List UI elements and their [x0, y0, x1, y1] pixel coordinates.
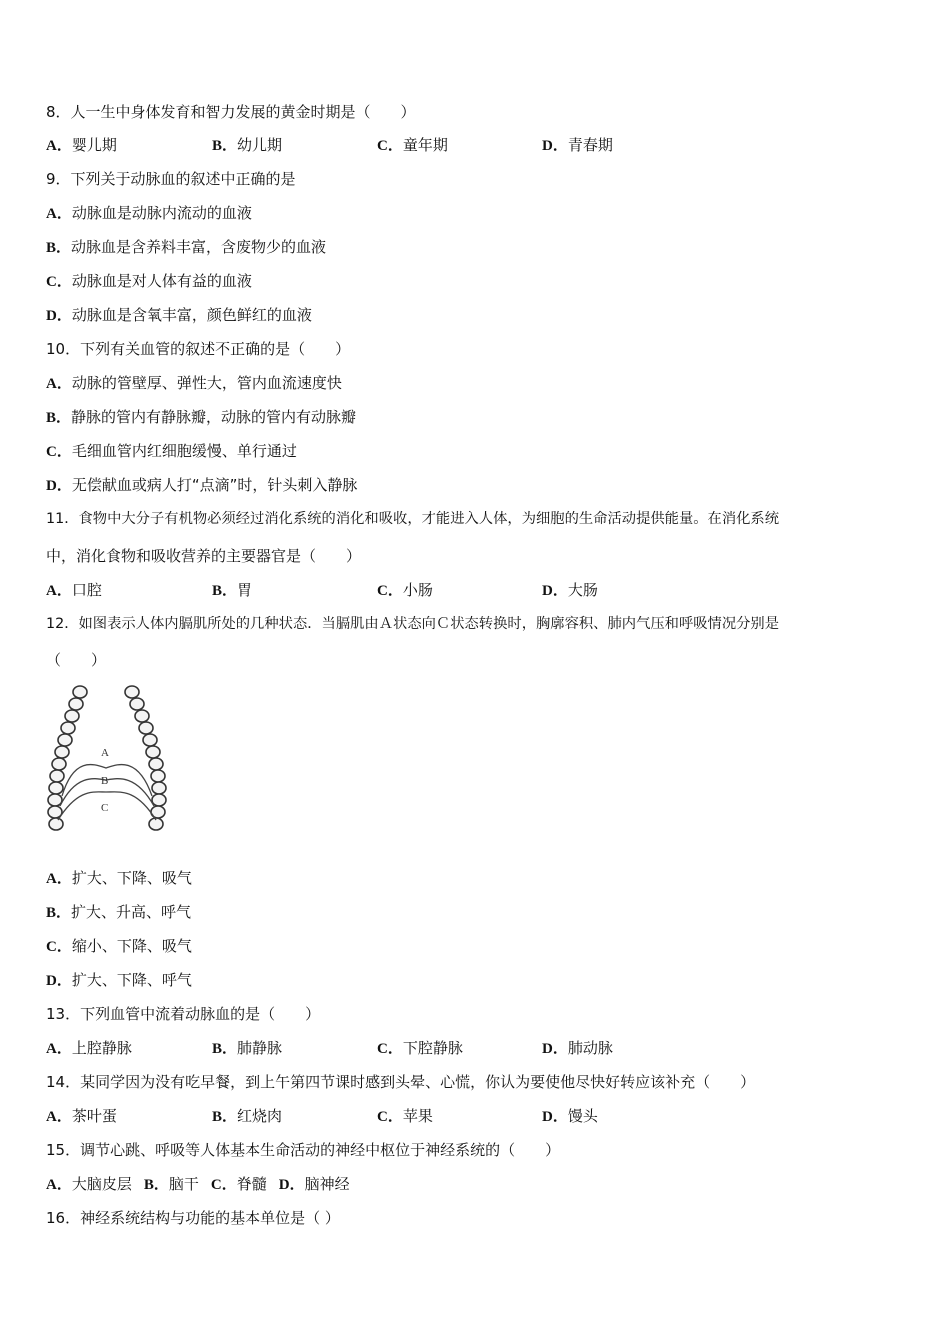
option-key: D．	[46, 308, 72, 324]
option-key: D．	[542, 1041, 568, 1057]
question-8-option-d[interactable]	[542, 135, 613, 156]
question-11-option-c[interactable]	[377, 580, 433, 601]
option-key: A．	[46, 1041, 72, 1057]
question-11-stem-line2: 中，消化食物和吸收营养的主要器官是（ ）	[46, 547, 362, 565]
question-14-option-d[interactable]	[542, 1106, 598, 1127]
option-key: A．	[46, 206, 72, 222]
option-text: 胃	[237, 581, 253, 599]
option-key: B．	[46, 905, 72, 921]
question-15-option-c[interactable]	[211, 1175, 267, 1193]
option-key: C．	[46, 939, 72, 955]
question-11-option-b[interactable]	[212, 580, 252, 601]
option-text: 扩大、下降、呼气	[71, 971, 192, 989]
question-13-option-b[interactable]	[212, 1038, 282, 1059]
figure-label-a: A	[101, 747, 109, 759]
option-key: C．	[210, 1177, 237, 1193]
question-13-option-a[interactable]	[46, 1038, 132, 1059]
question-16-stem: 16．神经系统结构与功能的基本单位是（ ）	[46, 1209, 340, 1227]
question-14-option-a[interactable]	[46, 1106, 117, 1127]
option-text: 动脉血是含氧丰富，颜色鲜红的血液	[71, 306, 312, 324]
question-15-stem: 15．调节心跳、呼吸等人体基本生命活动的神经中枢位于神经系统的（ ）	[46, 1141, 561, 1159]
option-text: 大脑皮层	[71, 1175, 132, 1193]
question-10-option-a[interactable]	[46, 373, 342, 394]
option-key: A．	[46, 583, 72, 599]
option-key: B．	[212, 1041, 238, 1057]
option-key: A．	[46, 138, 72, 154]
question-13-option-d[interactable]	[542, 1038, 613, 1059]
diaphragm-diagram	[44, 684, 178, 836]
option-text: 下腔静脉	[402, 1039, 463, 1057]
option-text: 扩大、升高、呼气	[71, 903, 192, 921]
option-text: 动脉的管壁厚、弹性大，管内血流速度快	[71, 374, 342, 392]
option-key: B．	[46, 410, 72, 426]
option-text: 动脉血是动脉内流动的血液	[71, 204, 252, 222]
option-text: 扩大、下降、吸气	[71, 869, 192, 887]
question-11-option-d[interactable]	[542, 580, 598, 601]
question-14-option-c[interactable]	[377, 1106, 433, 1127]
option-key: D．	[542, 1109, 568, 1125]
option-text: 脑干	[168, 1175, 199, 1193]
option-text: 青春期	[567, 136, 613, 154]
option-key: D．	[46, 973, 72, 989]
question-8-stem: 8．人一生中身体发育和智力发展的黄金时期是（ ）	[46, 103, 416, 121]
question-10-option-d[interactable]	[46, 475, 357, 496]
question-13-options	[46, 1038, 906, 1058]
option-text: 童年期	[402, 136, 448, 154]
question-15-option-d[interactable]	[279, 1175, 350, 1193]
option-key: B．	[212, 1109, 238, 1125]
option-text: 大肠	[567, 581, 598, 599]
right-rib-column	[125, 686, 166, 830]
question-9-option-b[interactable]	[46, 237, 326, 258]
question-12-option-c[interactable]	[46, 936, 192, 957]
left-rib-column	[48, 686, 87, 830]
figure-label-b: B	[101, 775, 109, 787]
question-11-option-a[interactable]	[46, 580, 102, 601]
question-12-stem-line2: （ ）	[46, 651, 107, 669]
option-text: 苹果	[402, 1107, 433, 1125]
option-key: C．	[377, 1109, 403, 1125]
option-text: 脑神经	[304, 1175, 350, 1193]
option-key: C．	[46, 274, 72, 290]
question-14-options	[46, 1106, 906, 1126]
option-key: C．	[377, 138, 403, 154]
option-text: 茶叶蛋	[71, 1107, 117, 1125]
question-10-option-c[interactable]	[46, 441, 297, 462]
option-text: 幼儿期	[237, 136, 283, 154]
option-text: 肺动脉	[567, 1039, 613, 1057]
option-key: C．	[377, 1041, 403, 1057]
question-12-option-d[interactable]	[46, 970, 192, 991]
option-text: 毛细血管内红细胞缓慢、单行通过	[71, 442, 297, 460]
option-key: D．	[46, 478, 72, 494]
question-9-stem: 9．下列关于动脉血的叙述中正确的是	[46, 170, 296, 188]
option-key: D．	[542, 583, 568, 599]
question-13-stem: 13．下列血管中流着动脉血的是（ ）	[46, 1005, 321, 1023]
option-key: B．	[143, 1177, 169, 1193]
figure-label-c: C	[101, 802, 109, 814]
question-10-stem: 10．下列有关血管的叙述不正确的是（ ）	[46, 340, 351, 358]
option-text: 静脉的管内有静脉瓣，动脉的管内有动脉瓣	[71, 408, 357, 426]
option-text: 动脉血是对人体有益的血液	[71, 272, 252, 290]
question-15-option-a[interactable]	[46, 1175, 132, 1193]
question-15-option-b[interactable]	[144, 1175, 199, 1193]
question-9-option-a[interactable]	[46, 203, 252, 224]
question-8-option-c[interactable]	[377, 135, 448, 156]
option-text: 红烧肉	[237, 1107, 283, 1125]
option-key: B．	[212, 138, 238, 154]
option-text: 馒头	[567, 1107, 598, 1125]
option-text: 动脉血是含养料丰富，含废物少的血液	[71, 238, 327, 256]
question-13-option-c[interactable]	[377, 1038, 463, 1059]
option-key: B．	[212, 583, 238, 599]
question-8-options	[46, 135, 906, 155]
option-key: A．	[46, 376, 72, 392]
option-text: 上腔静脉	[71, 1039, 132, 1057]
question-14-option-b[interactable]	[212, 1106, 282, 1127]
option-key: A．	[46, 1109, 72, 1125]
option-key: D．	[542, 138, 568, 154]
question-15-options	[46, 1174, 362, 1195]
question-8-option-a[interactable]	[46, 135, 117, 156]
option-text: 肺静脉	[237, 1039, 283, 1057]
question-9-option-d[interactable]	[46, 305, 312, 326]
question-9-option-c[interactable]	[46, 271, 252, 292]
question-10-option-b[interactable]	[46, 407, 356, 428]
option-key: B．	[46, 240, 72, 256]
option-key: C．	[46, 444, 72, 460]
option-key: A．	[46, 871, 72, 887]
question-12-stem-line1: 12．如图表示人体内膈肌所处的几种状态．当膈肌由Ａ状态向Ｃ状态转换时，胸廓容积、肺内气压和呼吸情况分别是	[46, 616, 780, 632]
question-12-option-a[interactable]	[46, 868, 192, 889]
option-text: 口腔	[71, 581, 102, 599]
question-11-stem-line1: 11．食物中大分子有机物必须经过消化系统的消化和吸收，才能进入人体，为细胞的生命活动提供能量。在消化系统	[46, 511, 780, 527]
option-text: 无偿献血或病人打“点滴”时，针头刺入静脉	[71, 476, 358, 494]
question-11-options	[46, 580, 906, 600]
option-text: 小肠	[402, 581, 433, 599]
question-14-stem: 14．某同学因为没有吃早餐，到上午第四节课时感到头晕、心慌，你认为要使他尽快好转应该补充（ ）	[46, 1073, 756, 1091]
option-text: 脊髓	[236, 1175, 267, 1193]
option-key: D．	[278, 1177, 305, 1193]
option-key: C．	[377, 583, 403, 599]
option-key: A．	[46, 1177, 72, 1193]
option-text: 婴儿期	[71, 136, 117, 154]
question-8-option-b[interactable]	[212, 135, 282, 156]
question-12-option-b[interactable]	[46, 902, 191, 923]
option-text: 缩小、下降、吸气	[71, 937, 192, 955]
